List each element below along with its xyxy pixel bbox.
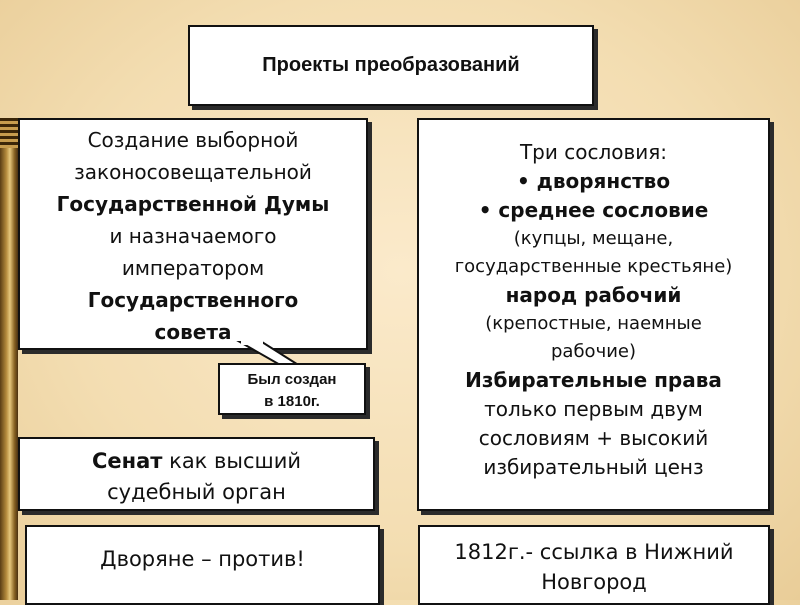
nobles-text: Дворяне – против!: [100, 547, 305, 571]
estates-heading: Три сословия:: [519, 140, 668, 164]
duma-line-4: и назначаемого: [109, 224, 277, 248]
estate-middle-note-1: (купцы, мещане,: [513, 228, 674, 249]
duma-project-box: [18, 118, 368, 350]
page-title: Проекты преобразований: [262, 54, 520, 76]
callout-line-1: Был создан: [247, 371, 337, 388]
duma-line-7: совета: [154, 320, 232, 344]
estates-box: [417, 118, 770, 511]
estate-working-note-2: рабочие): [551, 341, 636, 362]
estate-middle: • среднее сословие: [478, 198, 709, 222]
voting-rights-title: Избирательные права: [465, 368, 722, 392]
estate-middle-note-2: государственные крестьяне): [454, 256, 733, 277]
estate-working-note-1: (крепостные, наемные: [485, 313, 702, 334]
voting-rights-line-3: избирательный ценз: [483, 455, 704, 479]
exile-box: [418, 525, 770, 605]
duma-line-3: Государственной Думы: [56, 192, 330, 216]
voting-rights-line-1: только первым двум: [484, 397, 703, 421]
senate-line-1: [20, 446, 373, 477]
duma-line-2: законосовещательной: [74, 160, 312, 184]
callout-box: [218, 363, 366, 415]
duma-line-1: Создание выборной: [87, 128, 299, 152]
pillar-capital: [0, 118, 20, 148]
exile-line-1: 1812г.- ссылка в Нижний: [454, 540, 734, 564]
nobles-box: [25, 525, 380, 605]
decorative-pillar: [0, 118, 18, 600]
estate-nobility: • дворянство: [516, 169, 671, 193]
exile-line-2: Новгород: [541, 570, 647, 594]
title-box: [188, 25, 594, 106]
voting-rights-line-2: сословиям + высокий: [478, 426, 709, 450]
senate-bold: Сенат: [91, 449, 163, 473]
senate-box: [18, 437, 375, 511]
senate-rest: как высший: [162, 449, 302, 473]
estate-working: народ рабочий: [505, 283, 682, 307]
callout-line-2: в 1810г.: [264, 393, 320, 410]
senate-line-2: судебный орган: [107, 480, 286, 504]
duma-line-6: Государственного: [87, 288, 299, 312]
duma-line-5: императором: [121, 256, 265, 280]
